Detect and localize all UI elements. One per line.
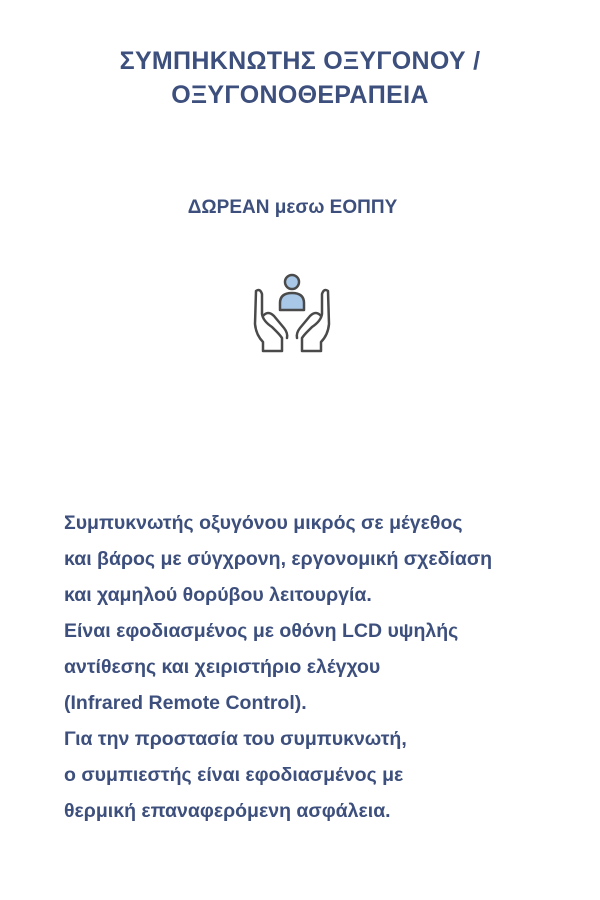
description-line: θερμική επαναφερόμενη ασφάλεια.: [64, 800, 391, 822]
description-line: ο συμπιεστής είναι εφοδιασμένος με: [64, 764, 404, 786]
care-hands-icon: [250, 272, 334, 354]
page-title-line-2: ΟΞΥΓΟΝΟΘΕΡΑΠΕΙΑ: [171, 81, 429, 109]
left-hand-finger-shape: [263, 313, 287, 338]
person-head-shape: [285, 275, 299, 289]
description-line: Για την προστασία του συμπυκνωτή,: [64, 728, 407, 750]
description-line: και βάρος με σύγχρονη, εργονομική σχεδίαση: [64, 548, 493, 570]
right-hand-base-shape: [305, 343, 318, 349]
page-title: [0, 44, 600, 112]
description-line: (Infrared Remote Control).: [64, 692, 307, 714]
description-line: αντίθεσης και χειριστήριο ελέγχου: [64, 656, 381, 678]
subtitle: ΔΩΡΕΑΝ μεσω ΕΟΠΠΥ: [187, 197, 398, 218]
product-description: [64, 505, 584, 829]
page-title-line-1: ΣΥΜΠΗΚΝΩΤΗΣ ΟΞΥΓΟΝΟΥ /: [119, 47, 481, 75]
description-line: και χαμηλού θορύβου λειτουργία.: [64, 584, 372, 606]
left-hand-base-shape: [266, 343, 279, 349]
description-line: Συμπυκνωτής οξυγόνου μικρός σε μέγεθος: [64, 512, 463, 534]
description-line: Είναι εφοδιασμένος με οθόνη LCD υψηλής: [64, 620, 459, 642]
person-body-shape: [280, 293, 304, 310]
right-hand-finger-shape: [297, 313, 321, 338]
